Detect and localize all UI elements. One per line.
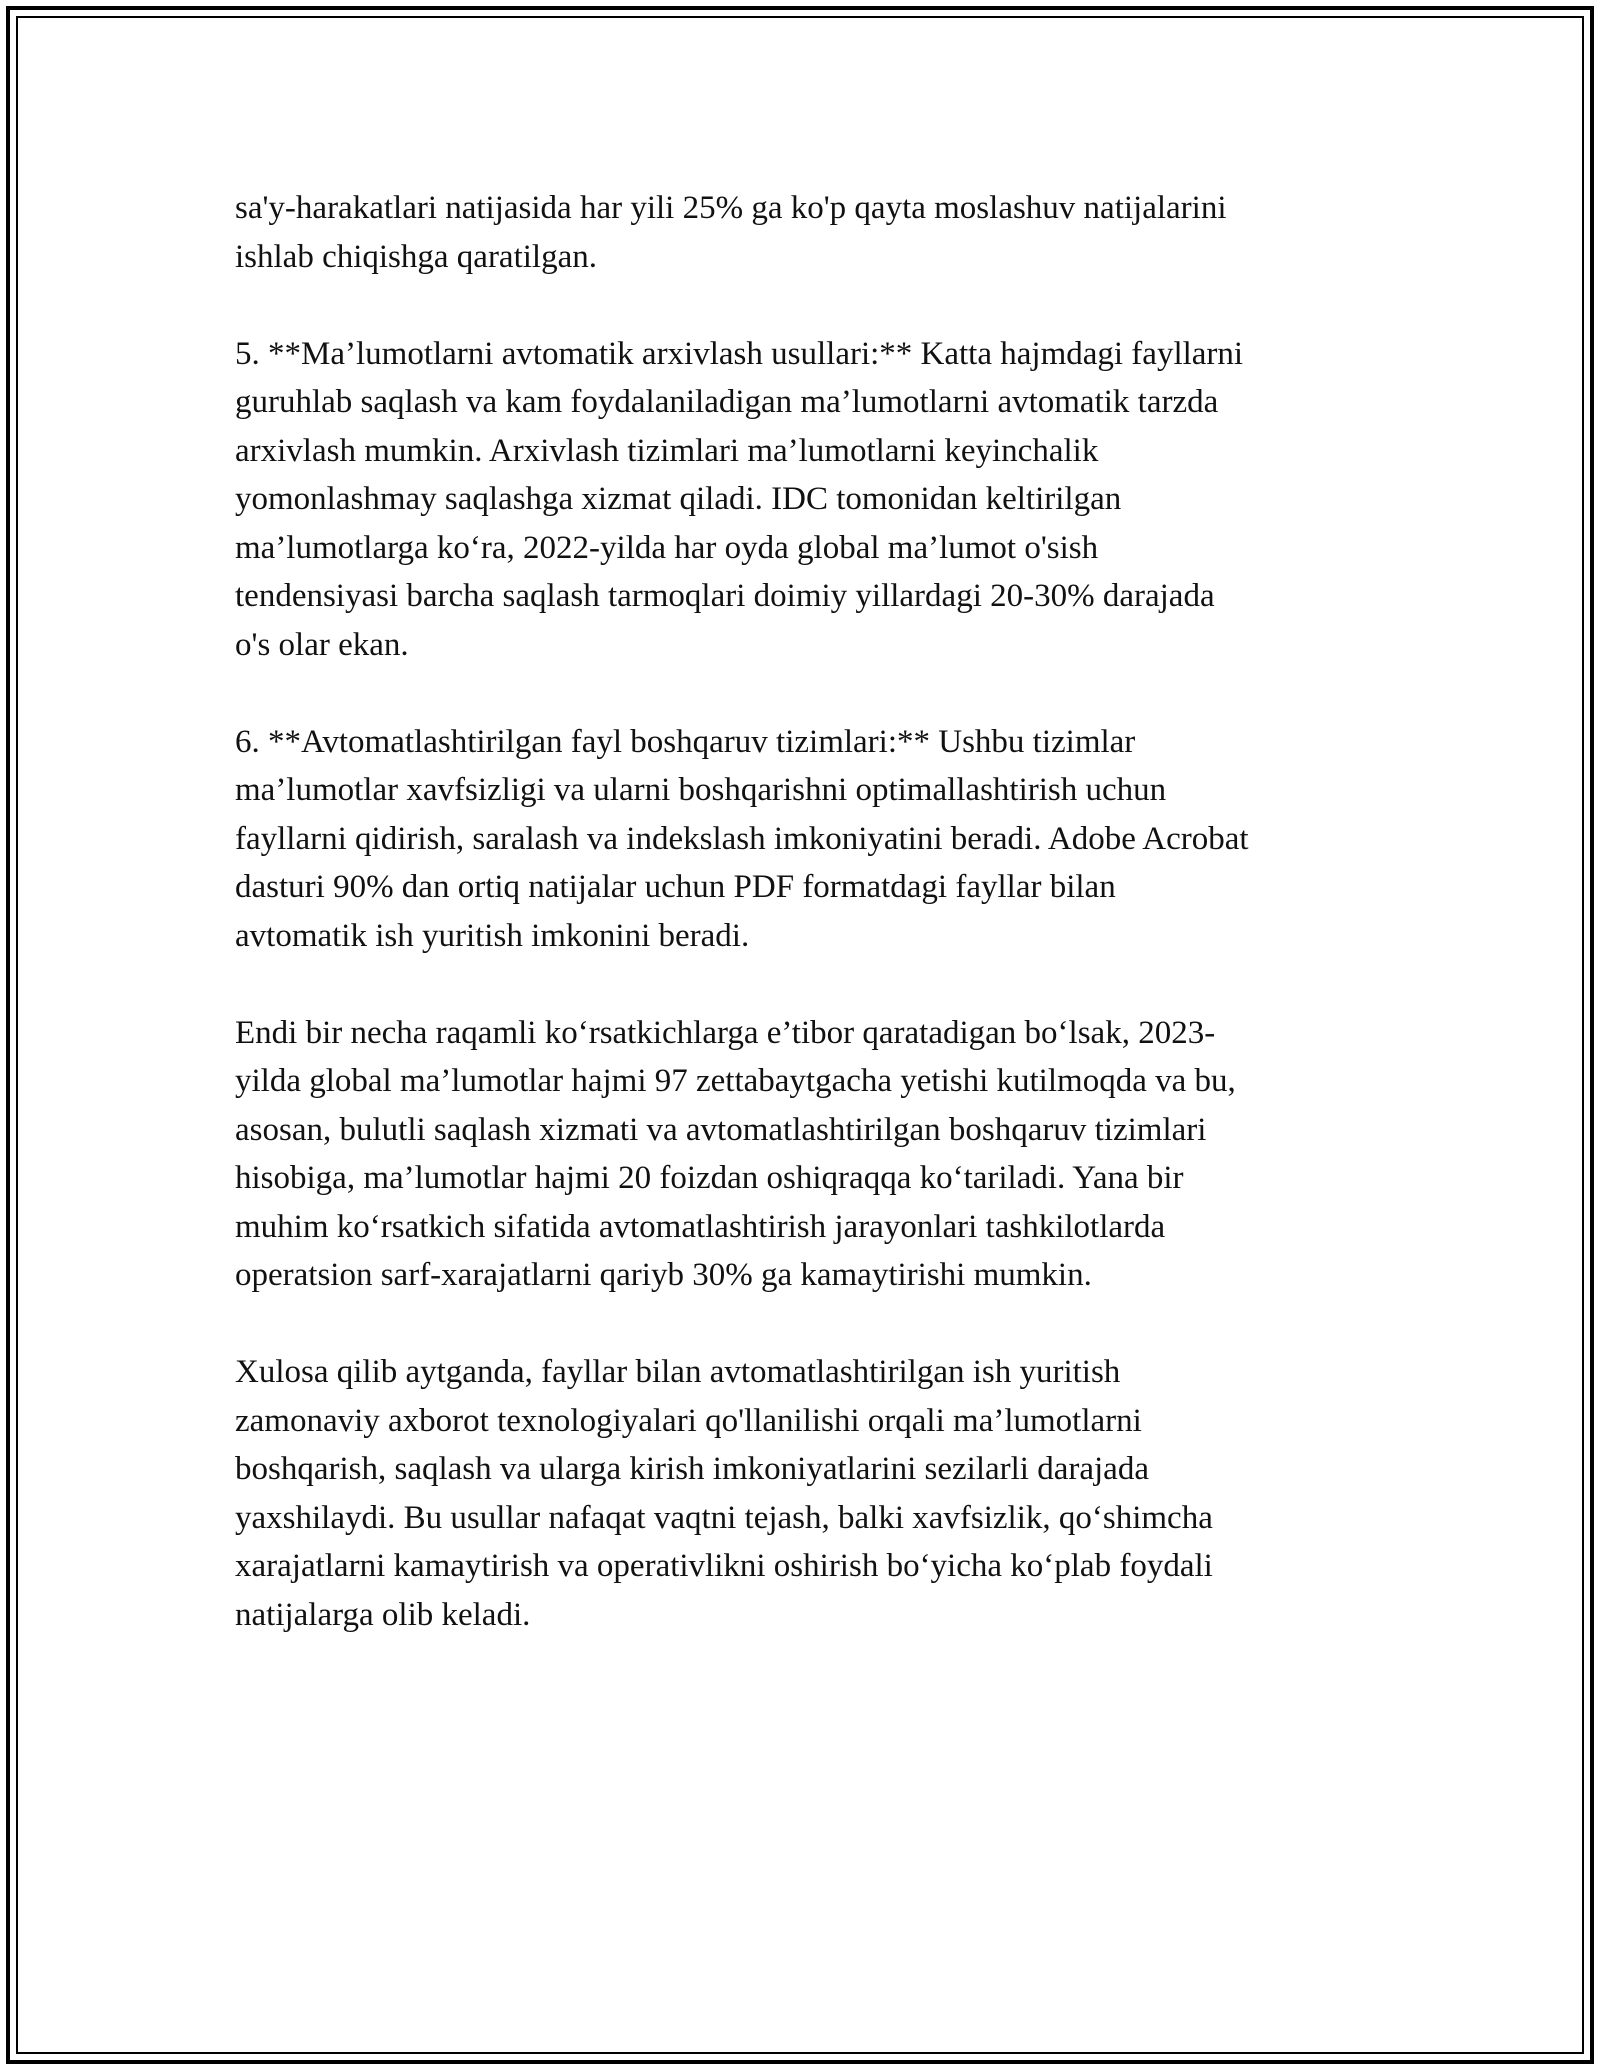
text-line: muhim ko‘rsatkich sifatida avtomatlashtirish jarayonlari tashkilotlarda <box>235 1208 1166 1245</box>
text-line: zamonaviy axborot texnologiyalari qo'llanilishi orqali ma’lumotlarni <box>235 1402 1142 1439</box>
text-line: natijalarga olib keladi. <box>235 1596 531 1633</box>
text-line: 5. **Ma’lumotlarni avtomatik arxivlash usullari:** Katta hajmdagi fayllarni <box>235 335 1244 372</box>
text-line: hisobiga, ma’lumotlar hajmi 20 foizdan oshiqraqqa ko‘tariladi. Yana bir <box>235 1160 1184 1196</box>
text-line: fayllarni qidirish, saralash va indekslash imkoniyatini beradi. Adobe Acrobat <box>235 820 1249 857</box>
text-line: ma’lumotlarga ko‘ra, 2022-yilda har oyda global ma’lumot o'sish <box>235 529 1099 566</box>
text-line: 6. **Avtomatlashtirilgan fayl boshqaruv tizimlari:** Ushbu tizimlar <box>235 723 1136 760</box>
text-line: Xulosa qilib aytganda, fayllar bilan avtomatlashtirilgan ish yuritish <box>235 1354 1121 1390</box>
text-line: xarajatlarni kamaytirish va operativlikni oshirish bo‘yicha ko‘plab foydali <box>235 1548 1213 1584</box>
text-line: guruhlab saqlash va kam foydalaniladigan ma’lumotlarni avtomatik tarzda <box>235 384 1219 420</box>
text-line: ishlab chiqishga qaratilgan. <box>235 238 597 275</box>
text-line: yilda global ma’lumotlar hajmi 97 zettabaytgacha yetishi kutilmoqda va bu, <box>235 1063 1236 1099</box>
text-line: tendensiyasi barcha saqlash tarmoqlari doimiy yillardagi 20-30% darajada <box>235 578 1215 614</box>
paragraph-item-5 <box>235 330 1385 670</box>
text-line: avtomatik ish yuritish imkonini beradi. <box>235 917 750 954</box>
text-line: operatsion sarf-xarajatlarni qariyb 30% ga kamaytirishi mumkin. <box>235 1257 1092 1293</box>
text-line: yaxshilaydi. Bu usullar nafaqat vaqtni tejash, balki xavfsizlik, qo‘shimcha <box>235 1499 1213 1536</box>
text-line: o's olar ekan. <box>235 626 409 663</box>
text-line: sa'y-harakatlari natijasida har yili 25% ga ko'p qayta moslashuv natijalarini <box>235 190 1227 226</box>
paragraph-conclusion <box>235 1348 1385 1639</box>
paragraph-intro-fragment <box>235 184 1385 281</box>
document-body <box>235 184 1385 1688</box>
text-line: arxivlash mumkin. Arxivlash tizimlari ma’lumotlarni keyinchalik <box>235 432 1099 469</box>
text-line: boshqarish, saqlash va ularga kirish imkoniyatlarini sezilarli darajada <box>235 1451 1149 1487</box>
paragraph-statistics <box>235 1009 1385 1300</box>
text-line: Endi bir necha raqamli ko‘rsatkichlarga e’tibor qaratadigan bo‘lsak, 2023- <box>235 1014 1216 1051</box>
text-line: dasturi 90% dan ortiq natijalar uchun PDF formatdagi fayllar bilan <box>235 869 1116 905</box>
text-line: ma’lumotlar xavfsizligi va ularni boshqarishni optimallashtirish uchun <box>235 772 1167 808</box>
text-line: asosan, bulutli saqlash xizmati va avtomatlashtirilgan boshqaruv tizimlari <box>235 1111 1207 1148</box>
text-line: yomonlashmay saqlashga xizmat qiladi. IDC tomonidan keltirilgan <box>235 481 1122 517</box>
paragraph-item-6 <box>235 718 1385 961</box>
